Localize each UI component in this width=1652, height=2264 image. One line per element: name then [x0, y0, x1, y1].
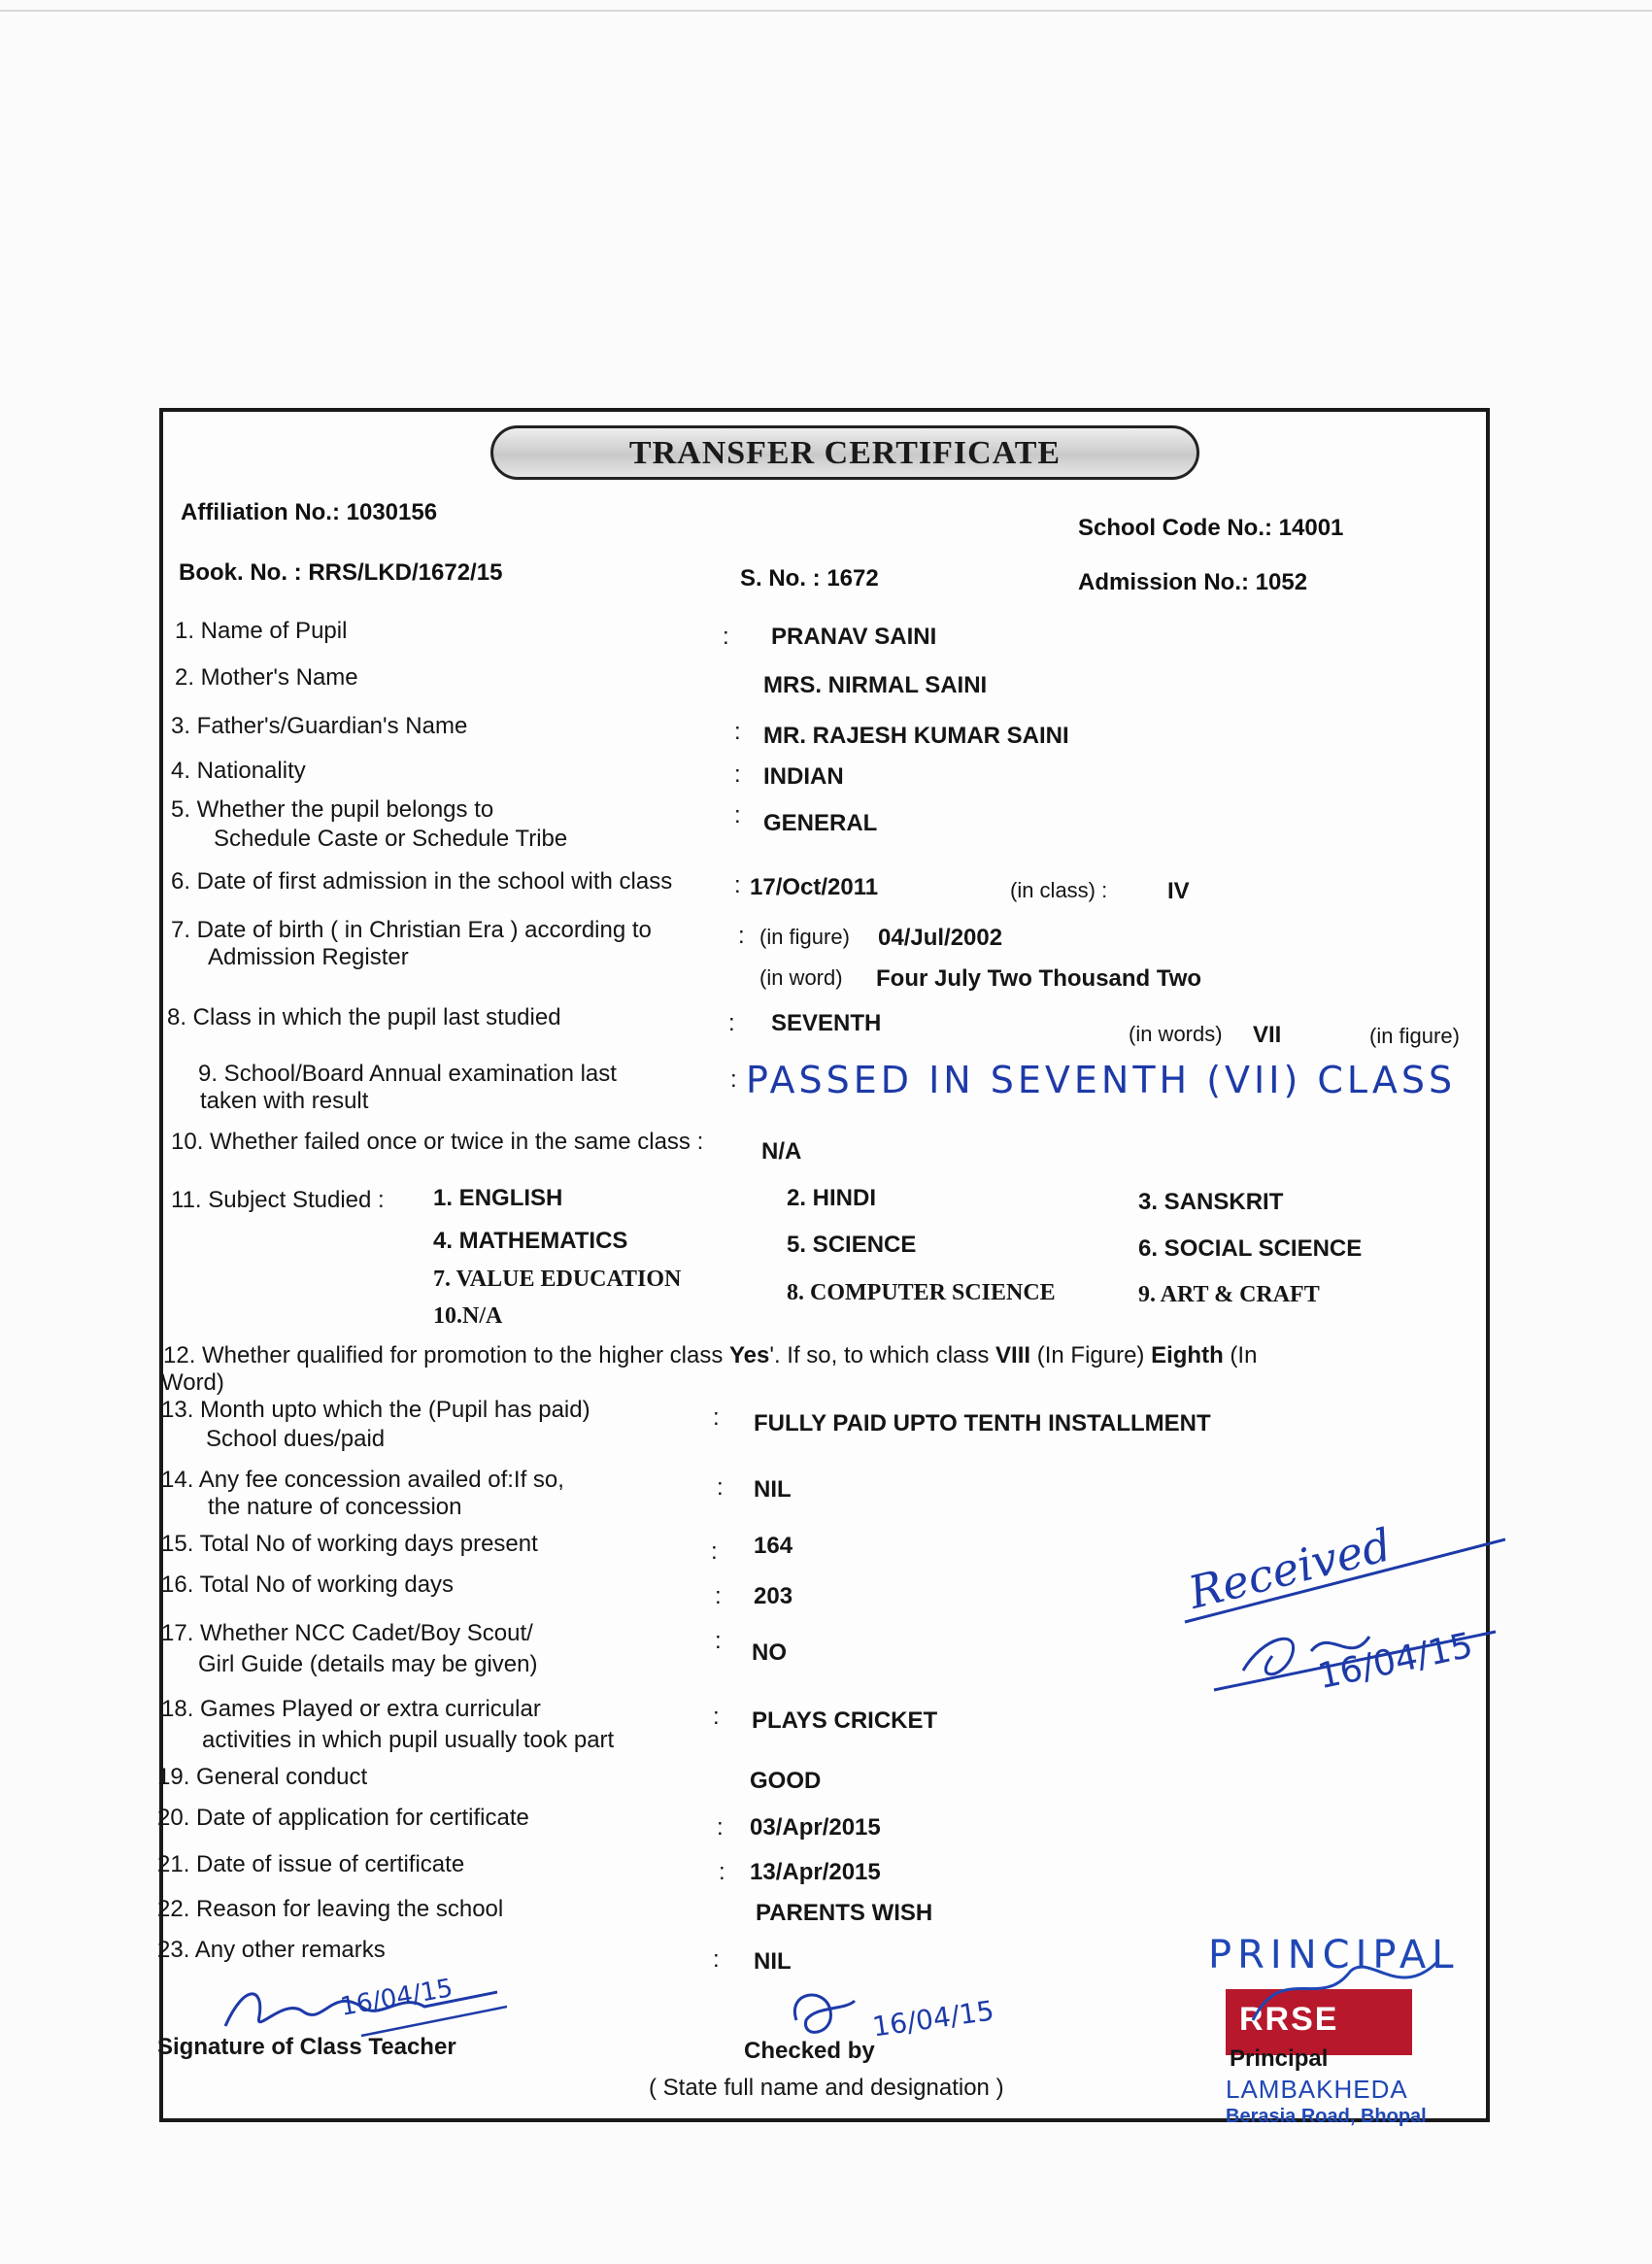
- promotion-yes: Yes: [728, 1342, 770, 1369]
- admission-no: Admission No.: 1052: [1078, 569, 1308, 595]
- fathers-name-value: MR. RAJESH KUMAR SAINI: [763, 723, 1069, 749]
- concession-label-line2: the nature of concession: [208, 1494, 462, 1520]
- subject-9: 9. ART & CRAFT: [1138, 1282, 1320, 1307]
- promotion-word-label: (In: [1223, 1342, 1258, 1369]
- dob-label-line1: 7. Date of birth ( in Christian Era ) according to: [171, 917, 652, 943]
- remarks-value: NIL: [754, 1948, 792, 1975]
- school-address: Berasia Road, Bhopal: [1226, 2106, 1427, 2127]
- colon: :: [734, 872, 741, 898]
- subject-4: 4. MATHEMATICS: [433, 1228, 628, 1254]
- promotion-class-word: Eighth: [1151, 1342, 1224, 1369]
- school-code: School Code No.: 14001: [1078, 515, 1344, 541]
- colon: :: [715, 1583, 722, 1609]
- colon: :: [719, 1859, 725, 1885]
- subject-10: 10.N/A: [433, 1303, 503, 1329]
- conduct-value: GOOD: [750, 1768, 822, 1794]
- concession-value: NIL: [754, 1476, 792, 1503]
- colon: :: [713, 1704, 720, 1730]
- working-days-label: 16. Total No of working days: [161, 1571, 455, 1598]
- certificate-title: TRANSFER CERTIFICATE: [628, 435, 1062, 471]
- colon: :: [728, 1010, 735, 1036]
- caste-value: GENERAL: [763, 810, 878, 836]
- games-label-line2: activities in which pupil usually took part: [202, 1727, 615, 1753]
- promotion-label: 12. Whether qualified for promotion to the higher class: [163, 1342, 729, 1369]
- serial-no: S. No. : 1672: [740, 565, 879, 591]
- mothers-name-value: MRS. NIRMAL SAINI: [763, 672, 988, 698]
- exam-result-label-line1: 9. School/Board Annual examination last: [198, 1061, 617, 1087]
- caste-label-line1: 5. Whether the pupil belongs to: [171, 796, 494, 823]
- first-admission-date: 17/Oct/2011: [750, 874, 879, 900]
- principal-signature-icon: [1243, 1943, 1457, 2040]
- last-class-label: 8. Class in which the pupil last studied: [167, 1004, 561, 1031]
- colon: :: [734, 719, 741, 745]
- remarks-label: 23. Any other remarks: [157, 1937, 386, 1963]
- mothers-name-label: 2. Mother's Name: [175, 664, 358, 691]
- promotion-figure-label: (In Figure): [1030, 1342, 1152, 1369]
- subjects-label: 11. Subject Studied :: [171, 1187, 385, 1213]
- promotion-class-figure: VIII: [995, 1342, 1031, 1369]
- dob-word-label: (in word): [759, 965, 843, 990]
- principal-label: Principal: [1230, 2045, 1329, 2072]
- dob-figure-value: 04/Jul/2002: [878, 925, 1003, 951]
- subject-2: 2. HINDI: [787, 1185, 877, 1211]
- name-of-pupil-value: PRANAV SAINI: [771, 624, 937, 650]
- school-name: LAMBAKHEDA: [1226, 2075, 1408, 2104]
- promotion-wrap: Word): [161, 1369, 224, 1396]
- games-label-line1: 18. Games Played or extra curricular: [161, 1696, 541, 1722]
- dob-figure-label: (in figure): [759, 925, 850, 949]
- leaving-reason-label: 22. Reason for leaving the school: [157, 1896, 504, 1922]
- colon: :: [717, 1474, 724, 1501]
- book-no: Book. No. : RRS/LKD/1672/15: [179, 559, 503, 586]
- conduct-label: 19. General conduct: [157, 1764, 368, 1790]
- days-present-label: 15. Total No of working days present: [161, 1531, 538, 1557]
- colon: :: [715, 1628, 722, 1654]
- working-days-value: 203: [754, 1583, 793, 1609]
- caste-label-line2: Schedule Caste or Schedule Tribe: [214, 826, 568, 852]
- days-present-value: 164: [754, 1533, 793, 1559]
- issue-date-label: 21. Date of issue of certificate: [157, 1851, 465, 1877]
- in-class-label: (in class) :: [1010, 878, 1108, 902]
- class-teacher-signature-label: Signature of Class Teacher: [157, 2034, 456, 2060]
- in-words-label: (in words): [1129, 1022, 1223, 1046]
- received-date: 16/04/15: [1314, 1625, 1477, 1698]
- stamp-box-text: RRSE: [1239, 2001, 1339, 2038]
- dues-label-line1: 13. Month upto which the (Pupil has paid): [161, 1397, 590, 1423]
- dob-label-line2: Admission Register: [208, 944, 409, 970]
- exam-result-handwritten: PASSED IN SEVENTH (VII) CLASS: [746, 1059, 1457, 1101]
- colon: :: [713, 1946, 720, 1973]
- exam-result-label-line2: taken with result: [200, 1088, 369, 1114]
- subject-1: 1. ENGLISH: [433, 1185, 563, 1211]
- checker-sign-date: 16/04/15: [870, 1994, 996, 2044]
- concession-label-line1: 14. Any fee concession availed of:If so,: [161, 1467, 564, 1493]
- affiliation-no: Affiliation No.: 1030156: [181, 499, 438, 525]
- in-figure-label: (in figure): [1369, 1024, 1460, 1048]
- admission-class-value: IV: [1167, 878, 1190, 904]
- subject-7: 7. VALUE EDUCATION: [433, 1267, 682, 1292]
- colon: :: [734, 802, 741, 828]
- ncc-value: NO: [752, 1639, 787, 1666]
- promotion-line: [163, 1342, 1257, 1369]
- subject-6: 6. SOCIAL SCIENCE: [1138, 1235, 1363, 1262]
- received-text: Received: [1183, 1518, 1397, 1619]
- teacher-sign-date: 16/04/15: [338, 1974, 455, 2022]
- nationality-label: 4. Nationality: [171, 758, 306, 784]
- promotion-mid: '. If so, to which class: [769, 1342, 996, 1369]
- nationality-value: INDIAN: [763, 763, 844, 790]
- fathers-name-label: 3. Father's/Guardian's Name: [171, 713, 468, 739]
- principal-signature: [1243, 1943, 1457, 2044]
- colon: :: [723, 624, 729, 650]
- scan-edge-line: [0, 10, 1652, 12]
- colon: :: [717, 1814, 724, 1841]
- colon: :: [734, 761, 741, 788]
- application-date-value: 03/Apr/2015: [750, 1814, 881, 1841]
- subject-8: 8. COMPUTER SCIENCE: [787, 1280, 1056, 1305]
- failed-value: N/A: [761, 1138, 802, 1165]
- ncc-label-line2: Girl Guide (details may be given): [198, 1651, 538, 1677]
- name-of-pupil-label: 1. Name of Pupil: [175, 618, 348, 644]
- last-class-figure: VII: [1253, 1022, 1282, 1048]
- leaving-reason-value: PARENTS WISH: [756, 1900, 933, 1926]
- colon: :: [713, 1404, 720, 1431]
- last-class-value: SEVENTH: [771, 1010, 882, 1036]
- certificate-title-banner: [490, 425, 1199, 480]
- failed-label: 10. Whether failed once or twice in the same class :: [171, 1129, 704, 1155]
- ncc-label-line1: 17. Whether NCC Cadet/Boy Scout/: [161, 1620, 533, 1646]
- colon: :: [738, 923, 745, 949]
- designation-note: ( State full name and designation ): [649, 2075, 1004, 2101]
- checked-by-label: Checked by: [744, 2038, 875, 2064]
- dues-label-line2: School dues/paid: [206, 1426, 386, 1452]
- dues-value: FULLY PAID UPTO TENTH INSTALLMENT: [754, 1410, 1211, 1436]
- subject-3: 3. SANSKRIT: [1138, 1189, 1284, 1215]
- application-date-label: 20. Date of application for certificate: [157, 1805, 529, 1831]
- colon: :: [730, 1066, 737, 1093]
- dob-word-value: Four July Two Thousand Two: [876, 965, 1202, 992]
- issue-date-value: 13/Apr/2015: [750, 1859, 881, 1885]
- games-value: PLAYS CRICKET: [752, 1707, 938, 1734]
- principal-stamp-text: PRINCIPAL: [1208, 1933, 1460, 1977]
- subject-5: 5. SCIENCE: [787, 1232, 917, 1258]
- first-admission-label: 6. Date of first admission in the school with class: [171, 868, 673, 895]
- colon: :: [711, 1538, 718, 1565]
